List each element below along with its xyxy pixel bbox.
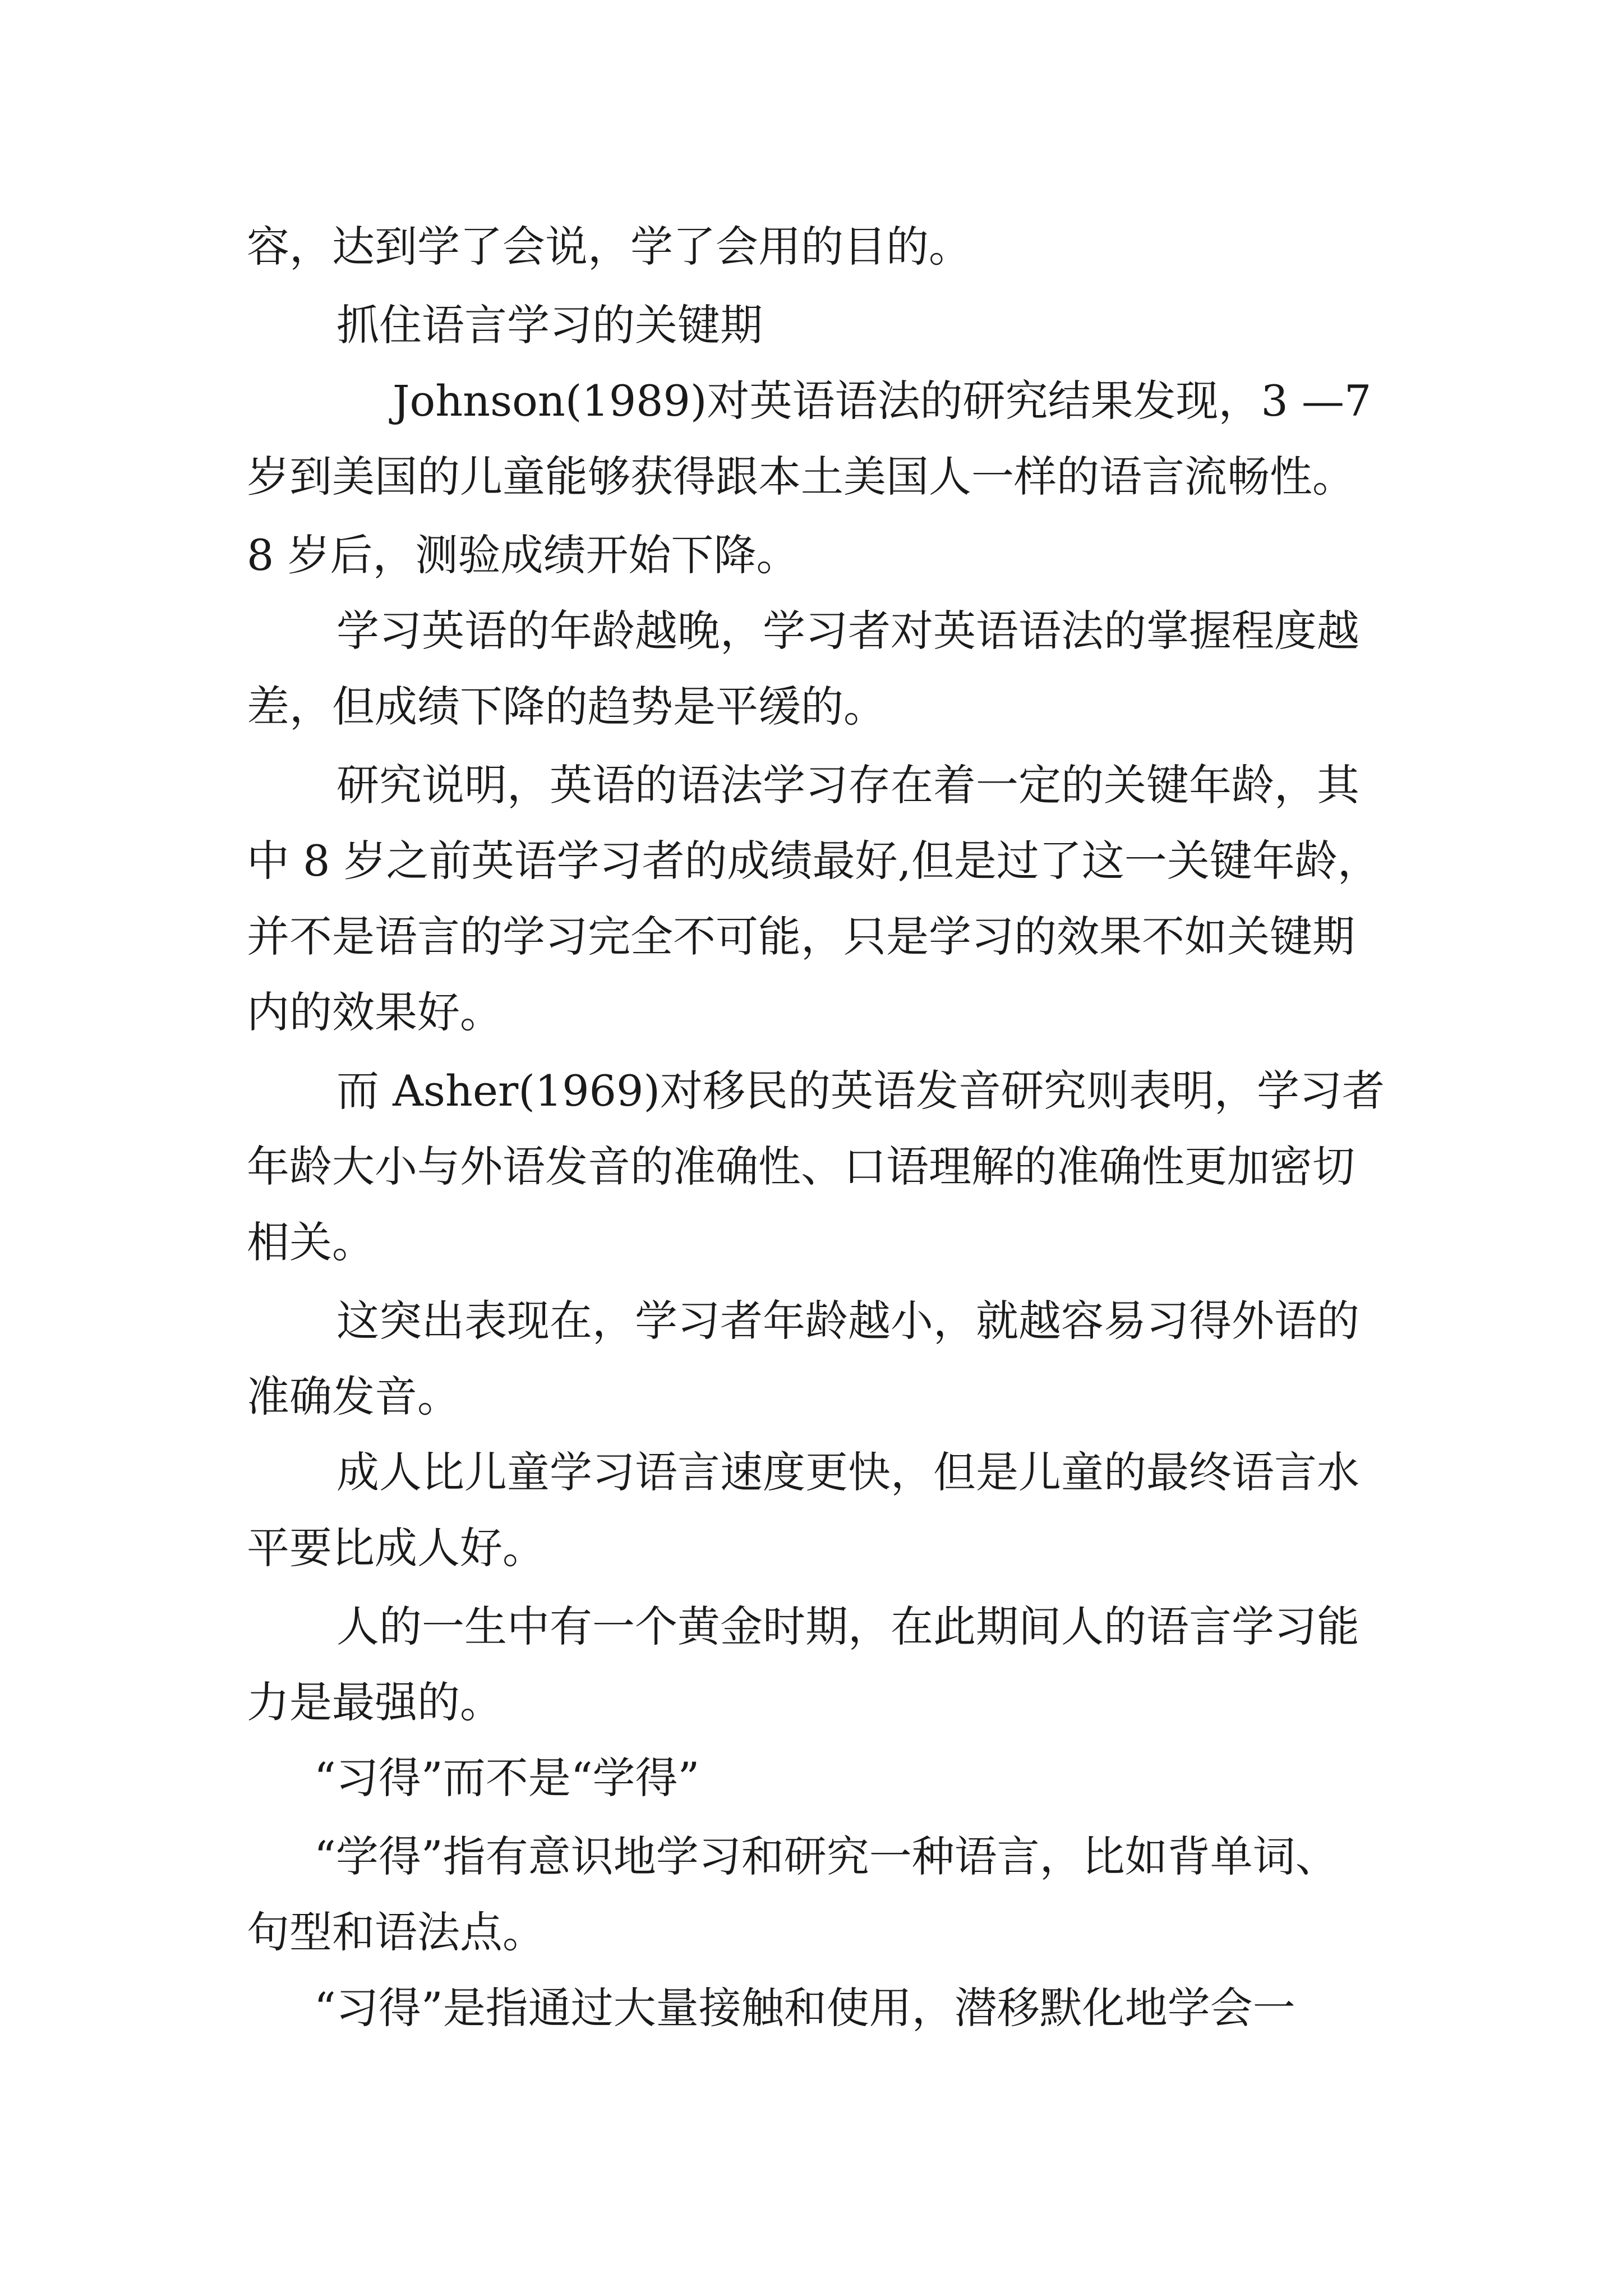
text-line-13: 年龄大小与外语发音的准确性、口语理解的准确性更加密切 [247, 1142, 1355, 1191]
text-line-10: 并不是语言的学习完全不可能，只是学习的效果不如关键期 [247, 912, 1355, 961]
text-line-7: 差，但成绩下降的趋势是平缓的。 [247, 682, 886, 731]
text-line-6: 学习英语的年龄越晚，学习者对英语语法的掌握程度越 [336, 606, 1359, 656]
text-line-24: “习得”是指通过大量接触和使用，潜移默化地学会一 [314, 1983, 1295, 2033]
text-line-19: 人的一生中有一个黄金时期，在此期间人的语言学习能 [336, 1602, 1359, 1651]
text-line-22: “学得”指有意识地学习和研究一种语言，比如背单词、 [314, 1832, 1338, 1881]
text-line-12: 而 Asher(1969)对移民的英语发音研究则表明，学习者 [336, 1066, 1385, 1116]
text-line-17: 成人比儿童学习语言速度更快，但是儿童的最终语言水 [336, 1447, 1359, 1497]
text-line-9: 中 8 岁之前英语学习者的成绩最好,但是过了这一关键年龄， [247, 836, 1380, 886]
text-line-16: 准确发音。 [247, 1372, 460, 1421]
section-heading-acquisition: “习得”而不是“学得” [314, 1753, 700, 1803]
text-line-15: 这突出表现在，学习者年龄越小，就越容易习得外语的 [336, 1296, 1359, 1346]
text-line-18: 平要比成人好。 [247, 1523, 545, 1573]
text-line-5: 8 岁后，测验成绩开始下降。 [247, 530, 799, 580]
text-line-3: Johnson(1989)对英语语法的研究结果发现，3 —7 [393, 376, 1372, 426]
text-line-4: 岁到美国的儿童能够获得跟本土美国人一样的语言流畅性。 [247, 452, 1355, 501]
text-line-14: 相关。 [247, 1217, 375, 1267]
text-line-20: 力是最强的。 [247, 1677, 502, 1727]
text-line-11: 内的效果好。 [247, 987, 502, 1037]
text-line-8: 研究说明，英语的语法学习存在着一定的关键年龄，其 [336, 760, 1359, 810]
text-line-23: 句型和语法点。 [247, 1907, 545, 1957]
section-heading-critical-period: 抓住语言学习的关键期 [336, 300, 763, 350]
text-line-1: 容，达到学了会说，学了会用的目的。 [247, 222, 971, 272]
